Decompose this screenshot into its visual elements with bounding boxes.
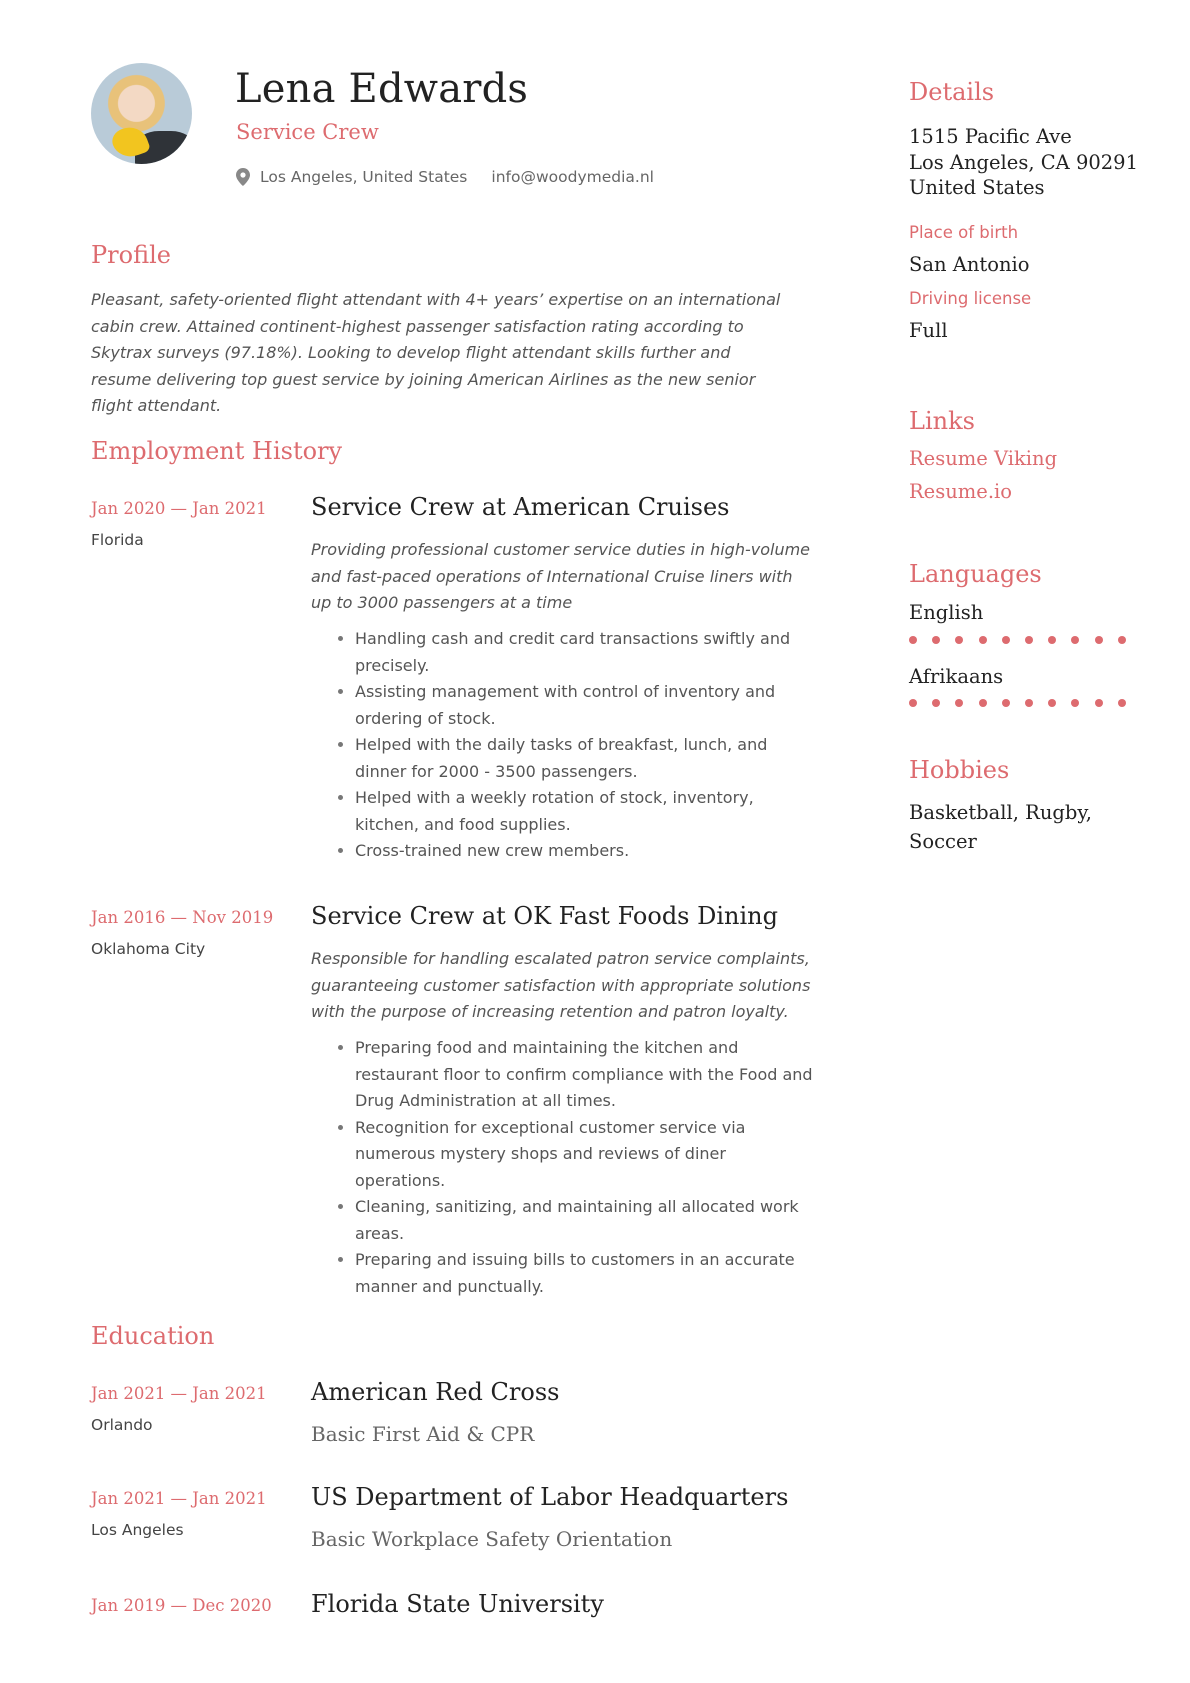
bullet-item: • Helped with a weekly rotation of stock, inventory, kitchen, and food supplies.: [355, 785, 815, 838]
level-dot: [1002, 699, 1010, 707]
link-resume-io[interactable]: Resume.io: [909, 480, 1012, 503]
bullet-item: • Handling cash and credit card transactions swiftly and precisely.: [355, 626, 815, 679]
address-line-1: 1515 Pacific Ave: [909, 125, 1072, 148]
entry-title: US Department of Labor Headquarters: [311, 1483, 789, 1511]
bullet-item: • Cleaning, sanitizing, and maintaining all allocated work areas.: [355, 1194, 815, 1247]
language-level-dots: [909, 636, 1169, 644]
details-heading: Details: [909, 78, 995, 106]
level-dot: [1118, 699, 1126, 707]
level-dot: [909, 699, 917, 707]
entry-location: Los Angeles: [91, 1521, 184, 1539]
entry-location: Florida: [91, 531, 144, 549]
entry-date: Jan 2021 — Jan 2021: [91, 1489, 267, 1508]
level-dot: [909, 636, 917, 644]
link-resume-viking[interactable]: Resume Viking: [909, 447, 1058, 470]
entry-title: Service Crew at OK Fast Foods Dining: [311, 902, 778, 930]
location-text: Los Angeles, United States: [260, 168, 468, 186]
level-dot: [1048, 699, 1056, 707]
entry-description: Responsible for handling escalated patron service complaints, guaranteeing customer satisfaction with appropriate solutions with the purpose of increasing retention and patron loyalty.: [311, 949, 811, 1021]
bullet-item: • Helped with the daily tasks of breakfast, lunch, and dinner for 2000 - 3500 passengers.: [355, 732, 815, 785]
level-dot: [955, 636, 963, 644]
entry-title: Florida State University: [311, 1590, 604, 1618]
address-line-3: United States: [909, 176, 1045, 199]
place-of-birth-value: San Antonio: [909, 252, 1030, 276]
hobbies-line-1: Basketball, Rugby,: [909, 801, 1092, 824]
entry-bullets: [311, 1035, 815, 1300]
bullet-item: • Preparing food and maintaining the kitchen and restaurant floor to confirm compliance with the Food and Drug Administration at all times.: [355, 1035, 815, 1115]
level-dot: [979, 636, 987, 644]
language-level-dots: [909, 699, 1169, 707]
hobbies-line-2: Soccer: [909, 830, 977, 853]
profile-heading: Profile: [91, 241, 171, 269]
entry-subtitle: Basic Workplace Safety Orientation: [311, 1527, 673, 1551]
entry-location: Orlando: [91, 1416, 153, 1434]
entry-description: Providing professional customer service duties in high-volume and fast-paced operations of International Cruise liners with up to 3000 passengers at a time: [311, 540, 811, 612]
bullet-item: • Preparing and issuing bills to customers in an accurate manner and punctually.: [355, 1247, 815, 1300]
place-of-birth-label: Place of birth: [909, 222, 1019, 242]
entry-title: American Red Cross: [311, 1378, 560, 1406]
entry-subtitle: Basic First Aid & CPR: [311, 1422, 535, 1446]
language-name: English: [909, 601, 984, 624]
hobbies-heading: Hobbies: [909, 756, 1010, 784]
links-heading: Links: [909, 407, 975, 435]
entry-title: Service Crew at American Cruises: [311, 493, 730, 521]
address-line-2: Los Angeles, CA 90291: [909, 150, 1138, 174]
bullet-item: • Recognition for exceptional customer service via numerous mystery shops and reviews of diner operations.: [355, 1115, 815, 1195]
level-dot: [932, 636, 940, 644]
level-dot: [955, 699, 963, 707]
candidate-name: Lena Edwards: [235, 66, 529, 112]
level-dot: [979, 699, 987, 707]
entry-date: Jan 2019 — Dec 2020: [91, 1596, 272, 1615]
level-dot: [1071, 636, 1079, 644]
level-dot: [932, 699, 940, 707]
email-link[interactable]: info@woodymedia.nl: [491, 168, 654, 186]
driving-license-label: Driving license: [909, 289, 1032, 308]
level-dot: [1025, 699, 1033, 707]
languages-heading: Languages: [909, 560, 1042, 588]
employment-heading: Employment History: [91, 437, 343, 465]
entry-date: Jan 2020 — Jan 2021: [91, 499, 267, 518]
languages-section: [909, 560, 1169, 707]
contact-line: [236, 168, 654, 186]
bullet-item: • Assisting management with control of inventory and ordering of stock.: [355, 679, 815, 732]
entry-location: Oklahoma City: [91, 940, 206, 958]
level-dot: [1002, 636, 1010, 644]
job-title: Service Crew: [236, 120, 379, 144]
bullet-item: • Cross-trained new crew members.: [355, 838, 815, 865]
language-name: Afrikaans: [909, 664, 1004, 688]
level-dot: [1095, 699, 1103, 707]
education-heading: Education: [91, 1322, 215, 1350]
details-section: [909, 78, 1169, 344]
map-pin-icon: [236, 168, 250, 186]
hobbies-section: [909, 756, 1169, 856]
level-dot: [1025, 636, 1033, 644]
level-dot: [1118, 636, 1126, 644]
driving-license-value: Full: [909, 319, 948, 342]
avatar: [91, 63, 192, 164]
level-dot: [1048, 636, 1056, 644]
level-dot: [1071, 699, 1079, 707]
entry-date: Jan 2016 — Nov 2019: [91, 908, 274, 927]
links-section: [909, 407, 1169, 503]
profile-text: Pleasant, safety-oriented flight attendant with 4+ years’ expertise on an international cabin crew. Attained continent-highest passenger satisfaction rating according to Skytrax surveys (97.18%). Looking to develop flight attendant skills further and resume delivering top guest service by joining American Airlines as the new senior flight attendant.: [91, 290, 781, 415]
level-dot: [1095, 636, 1103, 644]
entry-date: Jan 2021 — Jan 2021: [91, 1384, 267, 1403]
entry-bullets: [311, 626, 815, 865]
